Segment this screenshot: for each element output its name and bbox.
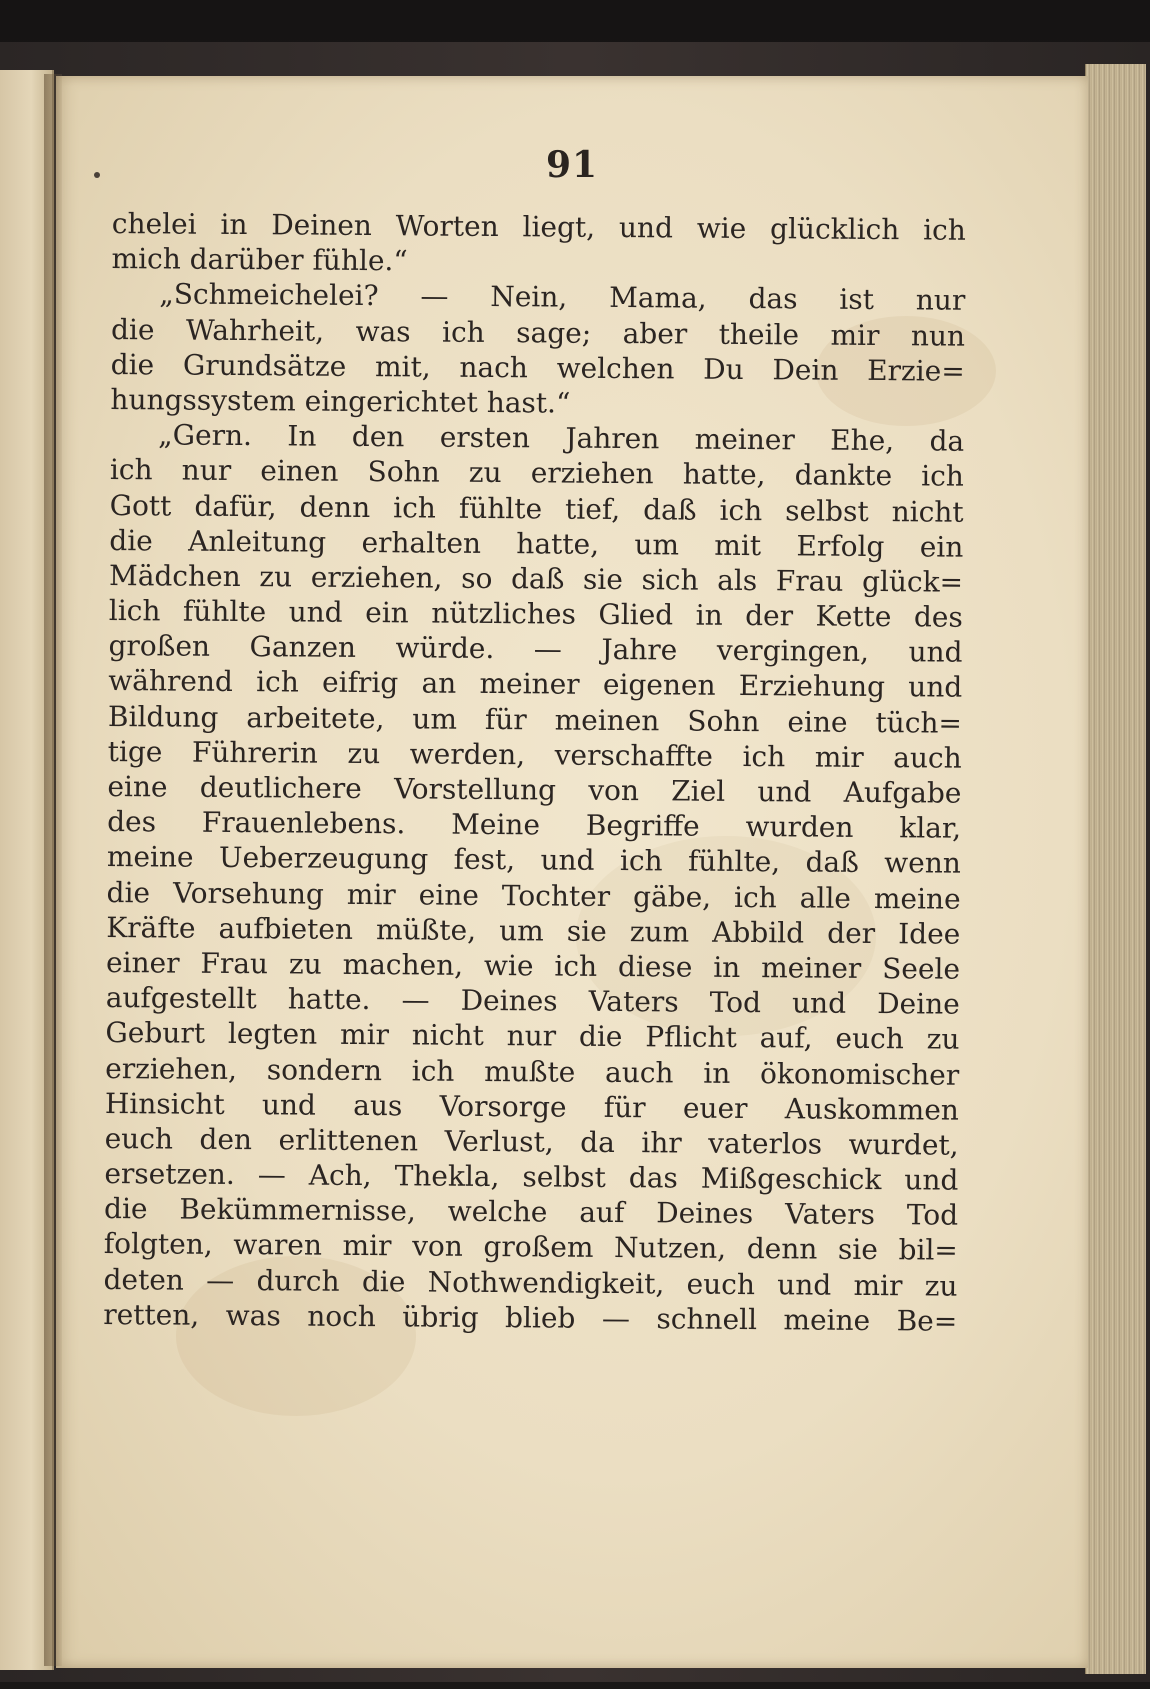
text-line: mich darüber fühle.“ xyxy=(111,242,408,278)
text-line: die Grundsätze mit, nach welchen Du Dein Erzie= xyxy=(110,347,965,388)
text-line: erziehen, sondern ich mußte auch in ökonomischer xyxy=(105,1051,960,1092)
book-page xyxy=(56,76,1088,1668)
text-line: die Vorsehung mir eine Tochter gäbe, ich alle meine xyxy=(106,875,961,916)
text-line: die Bekümmernisse, welche auf Deines Vaters Tod xyxy=(103,1192,959,1232)
page-stack-edges xyxy=(1085,64,1146,1674)
text-line: hungssystem eingerichtet hast.“ xyxy=(110,382,571,420)
text-line: Gott dafür, denn ich fühlte tief, daß ich selbst nicht xyxy=(109,488,964,529)
text-line: des Frauenlebens. Meine Begriffe wurden klar, xyxy=(107,805,962,845)
text-line: meine Ueberzeugung fest, und ich fühlte, daß wenn xyxy=(106,840,961,881)
text-line: die Wahrheit, was ich sage; aber theile mir nun xyxy=(110,312,966,353)
text-line: Geburt legten mir nicht nur die Pflicht auf, euch zu xyxy=(105,1016,960,1056)
text-line: Kräfte aufbieten müßte, um sie zum Abbild der Idee xyxy=(106,910,961,951)
book-gutter xyxy=(44,74,62,1666)
text-line: deten — durch die Nothwendigkeit, euch und mir zu xyxy=(103,1262,958,1303)
page-number: 91 xyxy=(545,144,599,186)
text-line: lich fühlte und ein nützliches Glied in der Kette des xyxy=(108,594,963,634)
text-line: retten, was noch übrig blieb — schnell meine Be= xyxy=(103,1297,958,1338)
text-line: ersetzen. — Ach, Thekla, selbst das Mißgeschick und xyxy=(104,1157,959,1197)
text-line: großen Ganzen würde. — Jahre vergingen, und xyxy=(108,629,963,669)
body-text xyxy=(103,206,966,1339)
text-line: Hinsicht und aus Vorsorge für euer Auskommen xyxy=(104,1086,960,1127)
text-line: tige Führerin zu werden, verschaffte ich mir auch xyxy=(107,734,962,775)
text-line: chelei in Deinen Worten liegt, und wie glücklich ich xyxy=(111,206,966,247)
text-line: Mädchen zu erziehen, so daß sie sich als Frau glück= xyxy=(108,558,964,599)
text-line: während ich eifrig an meiner eigenen Erziehung und xyxy=(108,664,963,705)
text-line: „Gern. In den ersten Jahren meiner Ehe, da xyxy=(158,418,965,458)
text-line: „Schmeichelei? — Nein, Mama, das ist nur xyxy=(159,277,966,318)
text-line: Bildung arbeitete, um für meinen Sohn eine tüch= xyxy=(107,699,963,740)
text-line: einer Frau zu machen, wie ich diese in meiner Seele xyxy=(105,945,961,986)
text-line: eine deutlichere Vorstellung von Ziel und Aufgabe xyxy=(107,769,962,810)
text-line: aufgestellt hatte. — Deines Vaters Tod und Deine xyxy=(105,981,960,1021)
text-line: euch den erlittenen Verlust, da ihr vaterlos wurdet, xyxy=(104,1121,959,1162)
text-line: ich nur einen Sohn zu erziehen hatte, dankte ich xyxy=(109,453,965,494)
text-line: die Anleitung erhalten hatte, um mit Erfolg ein xyxy=(109,523,964,564)
text-line: folgten, waren mir von großem Nutzen, denn sie bil= xyxy=(103,1227,958,1268)
